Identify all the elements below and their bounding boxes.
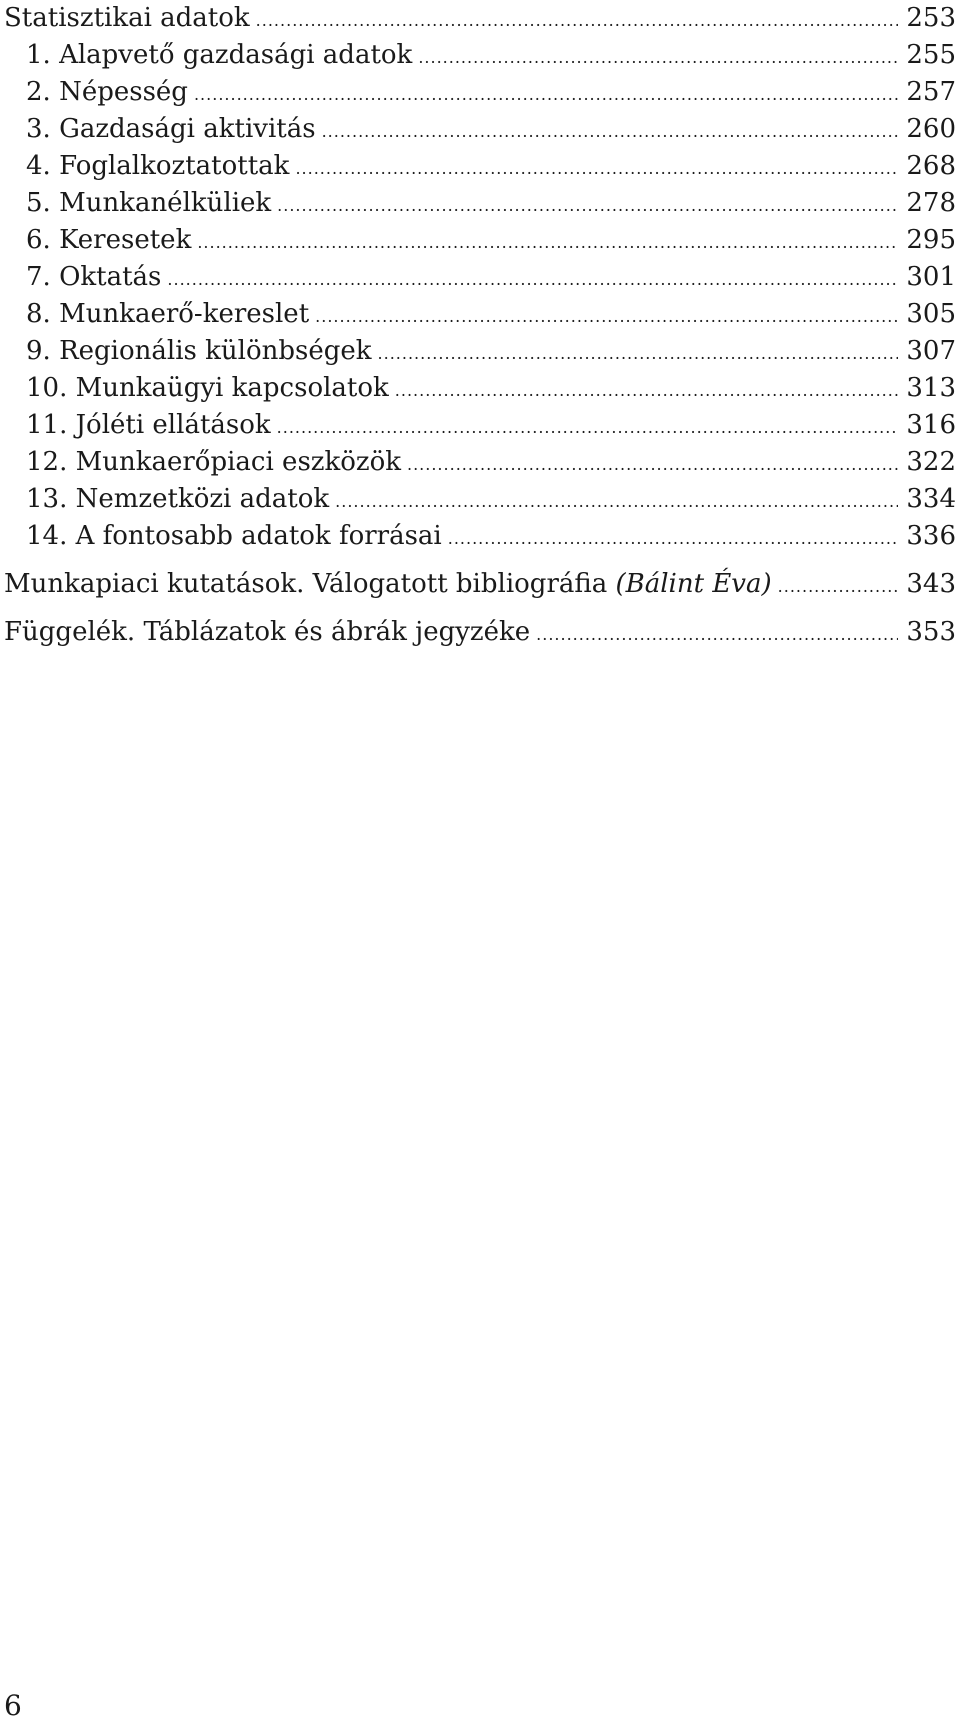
toc-entry-appendix	[4, 614, 956, 651]
dot-leader	[407, 446, 898, 483]
toc-entry-title	[4, 566, 772, 603]
toc-entry-10	[4, 370, 956, 407]
dot-leader	[418, 39, 898, 76]
toc-entry-title: 13. Nemzetközi adatok	[26, 484, 330, 514]
dot-leader	[335, 483, 898, 520]
table-of-contents	[4, 0, 956, 651]
toc-entry-page: 353	[906, 617, 956, 647]
dot-leader	[277, 409, 899, 446]
toc-entry-3	[4, 111, 956, 148]
toc-entry-6	[4, 222, 956, 259]
toc-entry-title: 1. Alapvető gazdasági adatok	[26, 40, 413, 70]
toc-entry-page: 278	[906, 188, 956, 218]
toc-entry-page: 322	[906, 447, 956, 477]
toc-entry-title: 10. Munkaügyi kapcsolatok	[26, 373, 389, 403]
toc-entry-title: 11. Jóléti ellátások	[26, 410, 271, 440]
toc-entry-13	[4, 481, 956, 518]
toc-entry-page: 257	[906, 77, 956, 107]
toc-entry-8	[4, 296, 956, 333]
toc-entry-page: 301	[906, 262, 956, 292]
toc-entry-2	[4, 74, 956, 111]
dot-leader	[197, 224, 898, 261]
toc-entry-title: 12. Munkaerőpiaci eszközök	[26, 447, 401, 477]
toc-entry-title: 8. Munkaerő-kereslet	[26, 299, 310, 329]
toc-entry-bibliography	[4, 566, 956, 603]
dot-leader	[448, 520, 899, 557]
toc-entry-page: 334	[906, 484, 956, 514]
toc-entry-title: 4. Foglalkoztatottak	[26, 151, 290, 181]
toc-entry-title: Statisztikai adatok	[4, 3, 250, 33]
dot-leader	[167, 261, 898, 298]
toc-entry-7	[4, 259, 956, 296]
dot-leader	[395, 372, 899, 409]
toc-entry-4	[4, 148, 956, 185]
toc-entry-title: 9. Regionális különbségek	[26, 336, 372, 366]
toc-entry-12	[4, 444, 956, 481]
toc-entry-title: 5. Munkanélküliek	[26, 188, 272, 218]
bibliography-title: Munkapiaci kutatások. Válogatott bibliográfia	[4, 569, 608, 599]
toc-entry-page: 336	[906, 521, 956, 551]
toc-entry-5	[4, 185, 956, 222]
toc-entry-11	[4, 407, 956, 444]
toc-entry-title: 3. Gazdasági aktivitás	[26, 114, 316, 144]
dot-leader	[536, 616, 898, 653]
dot-leader	[322, 113, 899, 150]
toc-entry-title: 2. Népesség	[26, 77, 188, 107]
dot-leader	[277, 187, 898, 224]
toc-entry-14	[4, 518, 956, 555]
dot-leader	[778, 568, 899, 605]
toc-entry-page: 295	[906, 225, 956, 255]
toc-entry-page: 253	[906, 3, 956, 33]
dot-leader	[315, 298, 898, 335]
dot-leader	[378, 335, 899, 372]
toc-entry-9	[4, 333, 956, 370]
page-number: 6	[4, 1689, 22, 1722]
toc-entry-title: 14. A fontosabb adatok forrásai	[26, 521, 442, 551]
toc-entry-page: 307	[906, 336, 956, 366]
dot-leader	[295, 150, 898, 187]
toc-entry-statisztikai-adatok	[4, 0, 956, 37]
toc-entry-title: Függelék. Táblázatok és ábrák jegyzéke	[4, 617, 531, 647]
dot-leader	[194, 76, 898, 113]
toc-entry-page: 268	[906, 151, 956, 181]
toc-entry-page: 313	[906, 373, 956, 403]
toc-entry-1	[4, 37, 956, 74]
bibliography-author: (Bálint Éva)	[615, 569, 772, 599]
toc-entry-page: 255	[906, 40, 956, 70]
toc-entry-page: 260	[906, 114, 956, 144]
dot-leader	[256, 2, 899, 39]
toc-entry-title: 6. Keresetek	[26, 225, 192, 255]
toc-entry-page: 305	[906, 299, 956, 329]
toc-entry-title: 7. Oktatás	[26, 262, 162, 292]
toc-entry-page: 316	[906, 410, 956, 440]
toc-entry-page: 343	[906, 569, 956, 599]
